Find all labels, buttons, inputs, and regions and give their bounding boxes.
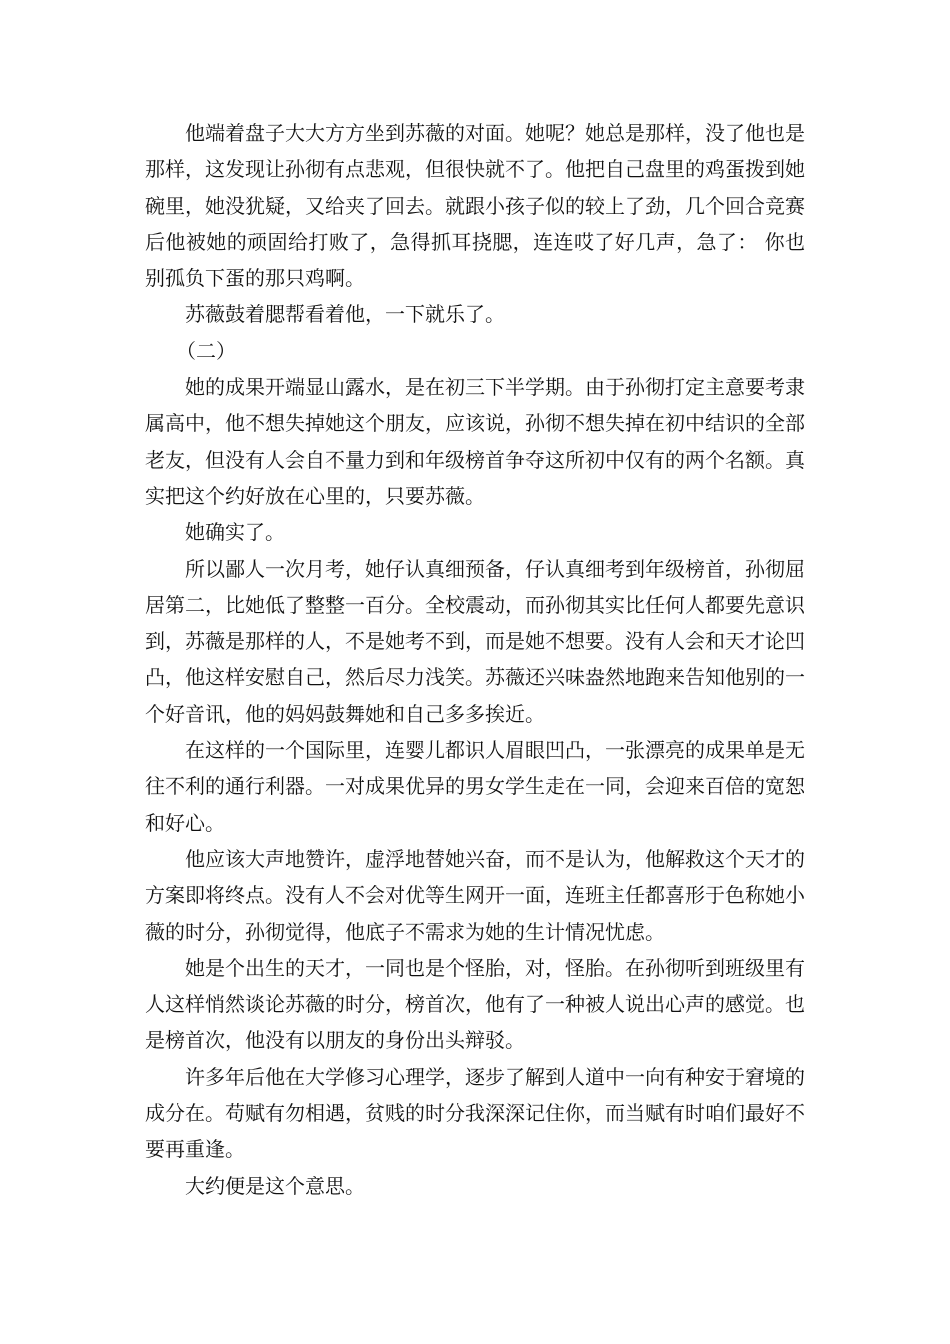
paragraph-6: 在这样的一个国际里，连婴儿都识人眉眼凹凸，一张漂亮的成果单是无往不利的通行利器。一对成果优异的男女学生走在一同，会迎来百倍的宽恕和好心。 <box>145 738 805 835</box>
paragraph-4: 她确实了。 <box>185 520 285 545</box>
section-heading: （二） <box>176 338 236 363</box>
paragraph-3: 她的成果开端显山露水，是在初三下半学期。由于孙彻打定主意要考隶属高中，他不想失掉她这个朋友，应该说，孙彻不想失掉在初中结识的全部老友，但没有人会自不量力到和年级榜首争夺这所初中仅有的两个名额。真实把这个约好放在心里的，只要苏薇。 <box>145 375 805 508</box>
paragraph-10: 大约便是这个意思。 <box>185 1173 365 1198</box>
body-text <box>145 115 805 1204</box>
paragraph-2: 苏薇鼓着腮帮看着他，一下就乐了。 <box>185 302 505 327</box>
paragraph-7: 他应该大声地赞许，虚浮地替她兴奋，而不是认为，他解救这个天才的方案即将终点。没有人不会对优等生网开一面，连班主任都喜形于色称她小薇的时分，孙彻觉得，他底子不需求为她的生计情况忧虑。 <box>145 846 805 944</box>
paragraph-8: 她是个出生的天才，一同也是个怪胎，对，怪胎。在孙彻听到班级里有人这样悄然谈论苏薇的时分，榜首次，他有了一种被人说出心声的感觉。也是榜首次，他没有以朋友的身份出头辩驳。 <box>145 955 805 1053</box>
paragraph-9: 许多年后他在大学修习心理学，逐步了解到人道中一向有种安于窘境的成分在。苟赋有勿相遇，贫贱的时分我深深记住你，而当赋有时咱们最好不要再重逢。 <box>145 1064 805 1162</box>
paragraph-5: 所以鄙人一次月考，她仔认真细预备，仔认真细考到年级榜首，孙彻屈居第二，比她低了整整一百分。全校震动，而孙彻其实比任何人都要先意识到，苏薇是那样的人，不是她考不到，而是她不想要。没有人会和天才论凹凸，他这样安慰自己，然后尽力浅笑。苏薇还兴味盎然地跑来告知他别的一个好音讯，他的妈妈鼓舞她和自己多多挨近。 <box>145 556 805 726</box>
paragraph-1: 他端着盘子大大方方坐到苏薇的对面。她呢？她总是那样，没了他也是那样，这发现让孙彻有点悲观，但很快就不了。他把自己盘里的鸡蛋拨到她碗里，她没犹疑，又给夹了回去。就跟小孩子似的较上了劲，几个回合竞赛后他被她的顽固给打败了，急得抓耳挠腮，连连哎了好几声，急了： 你也别孤负下蛋的那只鸡啊。 <box>145 121 805 291</box>
